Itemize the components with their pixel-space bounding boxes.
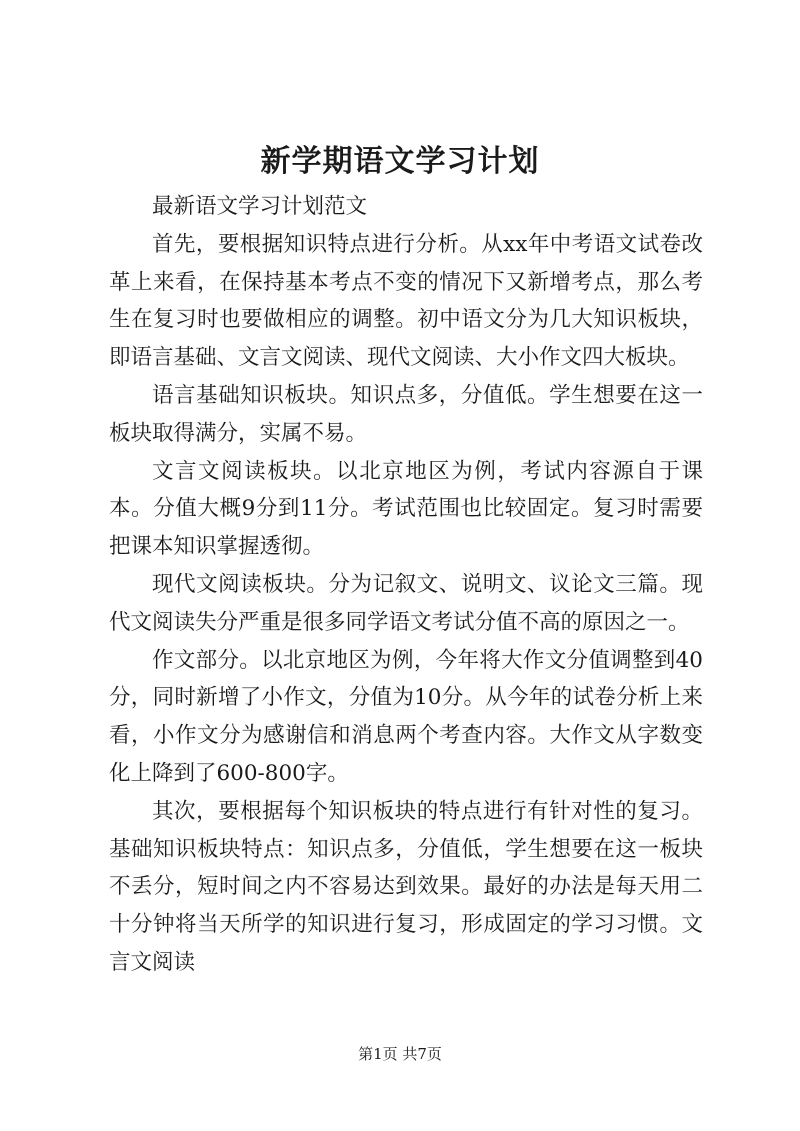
paragraph-modern-reading: 现代文阅读板块。分为记叙文、说明文、议论文三篇。现代文阅读失分严重是很多同学语文考试分值不高的原因之一。 xyxy=(109,571,703,635)
paragraph-classical-reading: 文言文阅读板块。以北京地区为例，考试内容源自于课本。分值大概9分到11分。考试范围也比较固定。复习时需要把课本知识掌握透彻。 xyxy=(109,458,703,560)
paragraph-subtitle: 最新语文学习计划范文 xyxy=(152,194,368,219)
document-title: 新学期语文学习计划 xyxy=(260,144,540,179)
paragraph-language-basics: 语言基础知识板块。知识点多，分值低。学生想要在这一板块取得满分，实属不易。 xyxy=(109,382,703,446)
page-number-footer: 第1页 共7页 xyxy=(358,1045,442,1063)
paragraph-composition: 作文部分。以北京地区为例，今年将大作文分值调整到40分，同时新增了小作文，分值为10分。从今年的试卷分析上来看，小作文分为感谢信和消息两个考查内容。大作文从字数变化上降到了600-800字。 xyxy=(109,647,703,786)
paragraph-review-strategy: 其次，要根据每个知识板块的特点进行有针对性的复习。基础知识板块特点：知识点多，分值低，学生想要在这一板块不丢分，短时间之内不容易达到效果。最好的办法是每天用二十分钟将当天所学的知识进行复习，形成固定的学习习惯。文言文阅读 xyxy=(109,798,703,975)
document-body xyxy=(109,188,703,982)
paragraph-intro: 首先，要根据知识特点进行分析。从xx年中考语文试卷改革上来看，在保持基本考点不变的情况下又新增考点，那么考生在复习时也要做相应的调整。初中语文分为几大知识板块，即语言基础、文言文阅读、现代文阅读、大小作文四大板块。 xyxy=(109,231,703,371)
